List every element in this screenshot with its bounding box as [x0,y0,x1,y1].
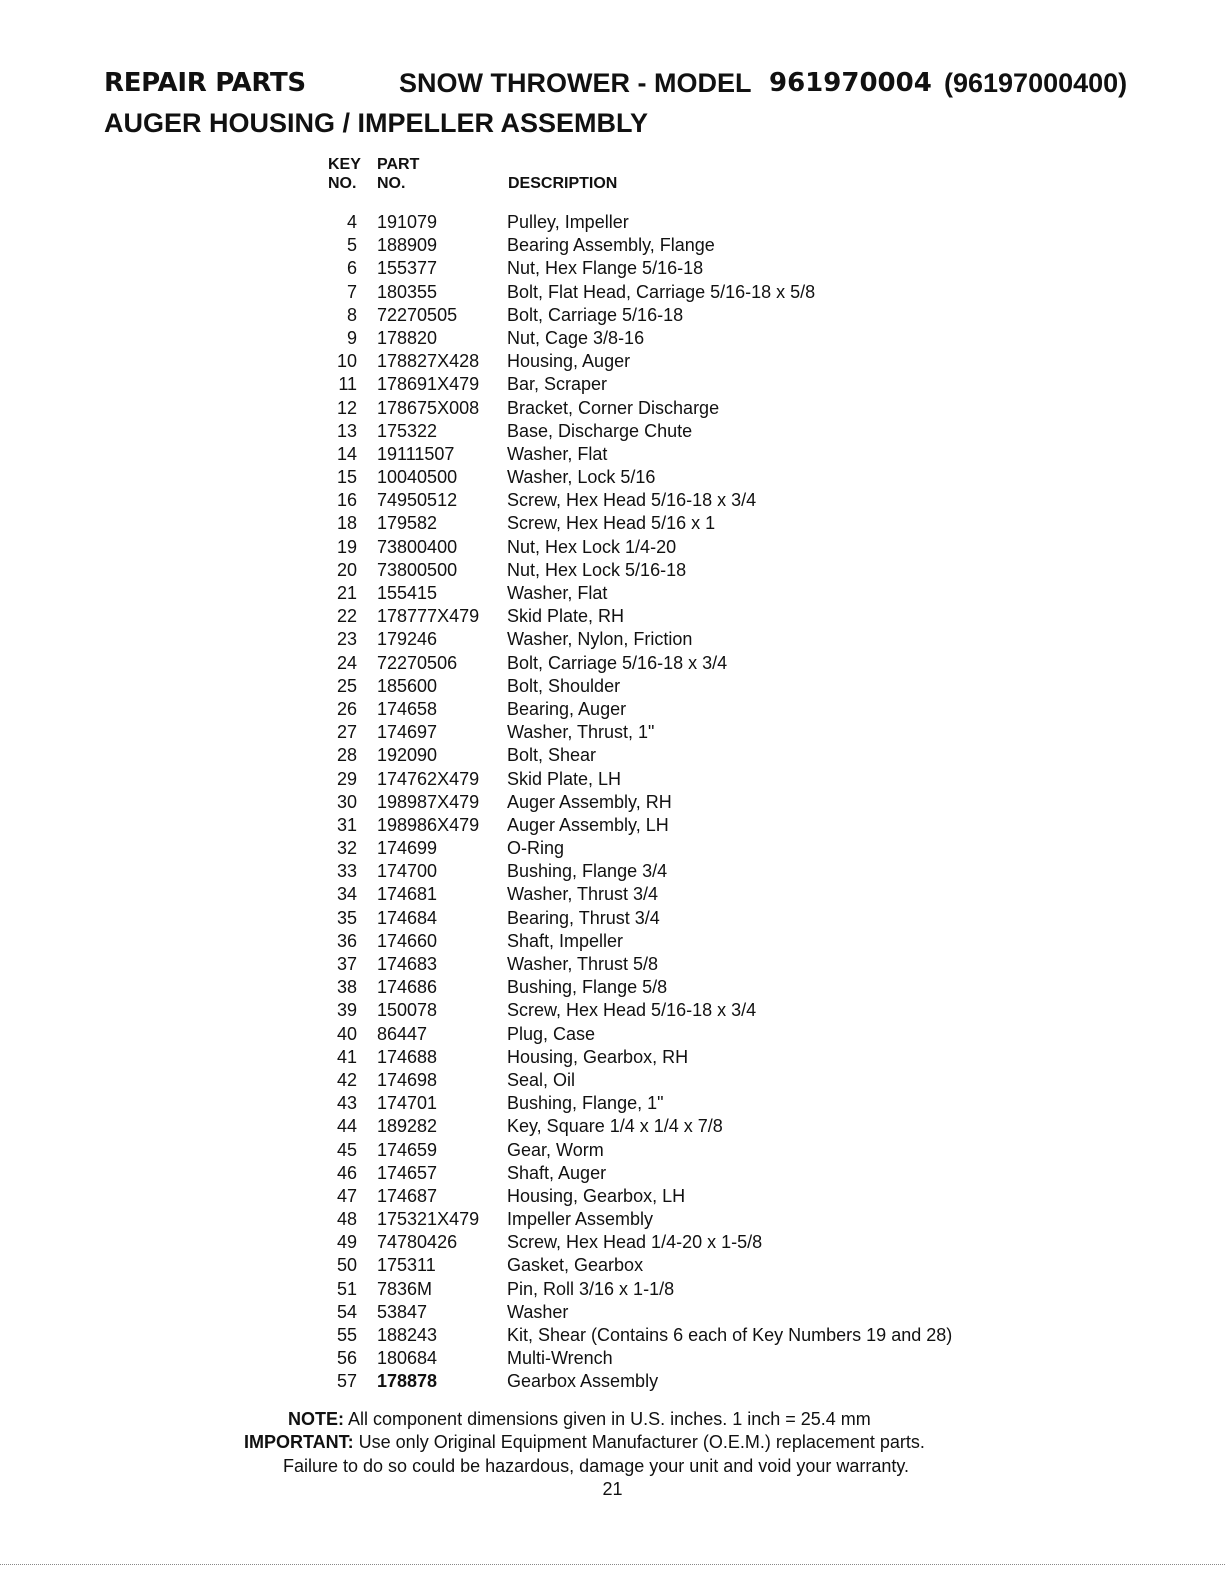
part-description: Screw, Hex Head 5/16 x 1 [507,513,716,534]
key-number: 14 [336,443,357,464]
page-bottom-divider [0,1564,1225,1565]
key-number: 30 [336,791,357,812]
key-number: 47 [336,1185,357,1206]
key-number: 42 [336,1069,357,1090]
part-number: 178777X479 [377,606,480,627]
parts-row [320,1139,1020,1162]
key-number: 43 [336,1093,357,1114]
parts-row [320,768,1020,791]
key-no-column-header [328,155,361,193]
key-number: 7 [346,281,357,302]
parts-row [320,466,1020,489]
key-number: 13 [336,420,357,441]
part-number: 86447 [377,1023,428,1044]
key-number: 44 [336,1116,357,1137]
key-number: 48 [336,1209,357,1230]
parts-row [320,976,1020,999]
note-label: NOTE: [288,1409,344,1429]
key-number: 8 [346,304,357,325]
parts-row [320,536,1020,559]
part-description: Washer [507,1301,569,1322]
section-title: AUGER HOUSING / IMPELLER ASSEMBLY [104,108,649,138]
part-description: Washer, Thrust, 1" [507,722,655,743]
part-description: Kit, Shear (Contains 6 each of Key Numbers 19 and 28) [507,1325,953,1345]
parts-row [320,999,1020,1022]
part-description: Skid Plate, RH [507,606,625,627]
key-number: 19 [336,536,357,557]
part-description: Bearing, Auger [507,698,627,719]
part-description: Bolt, Carriage 5/16-18 [507,304,684,325]
key-number: 21 [336,583,357,603]
key-number: 29 [336,768,357,789]
parts-row [320,512,1020,535]
part-number: 198986X479 [377,814,480,835]
part-description: Nut, Hex Lock 1/4-20 [507,536,677,557]
key-number: 37 [336,954,357,974]
part-description: Skid Plate, LH [507,768,622,789]
parts-row [320,1208,1020,1231]
part-description: Shaft, Auger [507,1162,607,1183]
key-number: 5 [346,235,357,256]
parts-row [320,1023,1020,1046]
key-number: 28 [336,745,357,766]
part-description: Bolt, Carriage 5/16-18 x 3/4 [507,652,728,673]
part-number: 174762X479 [377,768,480,789]
part-number: 174657 [377,1162,438,1183]
part-number: 155415 [377,583,438,603]
part-number: 174700 [377,861,438,882]
part-description: Shaft, Impeller [507,930,624,951]
parts-row [320,1069,1020,1092]
parts-row [320,791,1020,814]
parts-row [320,373,1020,396]
part-description: Screw, Hex Head 5/16-18 x 3/4 [507,490,757,511]
parts-row [320,443,1020,466]
parts-row [320,1162,1020,1185]
parts-row [320,489,1020,512]
part-description: Housing, Auger [507,351,631,372]
parts-row [320,721,1020,744]
part-description: Pulley, Impeller [507,212,629,232]
key-number: 6 [346,258,357,279]
key-number: 18 [336,513,357,534]
key-number: 49 [336,1232,357,1253]
parts-row [320,1278,1020,1301]
part-number: 178675X008 [377,397,480,418]
snow-thrower-model-label: SNOW THROWER - MODEL [399,68,752,98]
part-number: 175311 [377,1255,436,1276]
model-number-alt: (96197000400) [944,68,1128,98]
part-number: 178691X479 [377,374,480,395]
key-number: 16 [336,490,357,511]
part-number: 192090 [377,745,438,766]
key-number: 57 [336,1371,357,1392]
part-number: 174659 [377,1139,438,1160]
part-number: 180355 [377,281,438,302]
parts-row [320,628,1020,651]
parts-row [320,1046,1020,1069]
parts-row [320,1185,1020,1208]
key-number: 39 [336,1000,357,1021]
key-number: 22 [336,606,357,627]
part-description: Gasket, Gearbox [507,1255,644,1276]
parts-row [320,1324,1020,1347]
part-number: 179246 [377,629,438,650]
part-number: 185600 [377,675,438,696]
part-number: 155377 [377,258,438,279]
parts-row [320,327,1020,350]
part-number: 174683 [377,954,438,974]
part-number: 10040500 [377,467,458,488]
key-number: 4 [346,212,357,232]
key-number: 35 [336,907,357,928]
important-label: IMPORTANT: [244,1432,354,1452]
part-number: 174698 [377,1069,438,1090]
parts-row [320,397,1020,420]
part-description: Nut, Hex Lock 5/16-18 [507,559,687,580]
part-number: 174686 [377,977,438,998]
parts-row [320,1347,1020,1370]
parts-table [320,211,1020,1394]
part-number: 175322 [377,420,438,441]
part-description: Base, Discharge Chute [507,420,693,441]
warranty-warning: Failure to do so could be hazardous, damage your unit and void your warranty. [283,1456,910,1476]
key-number: 36 [336,930,357,951]
key-number: 50 [336,1255,357,1276]
part-header-line2: NO. [377,175,406,192]
key-number: 23 [336,629,357,650]
part-description: Auger Assembly, RH [507,791,672,812]
part-description: Key, Square 1/4 x 1/4 x 7/8 [507,1116,723,1137]
part-number: 188909 [377,235,438,256]
parts-row [320,953,1020,976]
key-number: 24 [336,652,357,673]
part-description: Seal, Oil [507,1069,576,1090]
parts-row [320,744,1020,767]
part-description: Housing, Gearbox, LH [507,1185,686,1206]
part-description: Gear, Worm [507,1139,604,1160]
part-number: 189282 [377,1116,438,1137]
key-number: 54 [336,1301,357,1322]
part-description: Bracket, Corner Discharge [507,397,720,418]
page-header [104,68,1134,108]
key-number: 26 [336,698,357,719]
part-description: Bolt, Shoulder [507,675,621,696]
key-number: 9 [346,327,357,348]
part-description: Washer, Flat [507,583,608,603]
parts-row [320,675,1020,698]
important-text: Use only Original Equipment Manufacturer (O.E.M.) replacement parts. [353,1432,925,1452]
part-number: 19111507 [377,443,455,464]
part-number: 74780426 [377,1232,458,1253]
parts-row [320,907,1020,930]
part-number: 175321X479 [377,1209,480,1230]
key-number: 27 [336,722,357,743]
note-text: All component dimensions given in U.S. inches. 1 inch = 25.4 mm [344,1409,871,1429]
part-number: 174687 [377,1185,438,1206]
parts-row [320,860,1020,883]
part-description: Bolt, Flat Head, Carriage 5/16-18 x 5/8 [507,281,816,302]
parts-row [320,1115,1020,1138]
part-number: 174684 [377,907,438,928]
key-number: 10 [336,351,357,372]
part-number: 174660 [377,930,438,951]
note-line [288,1408,871,1431]
parts-row [320,234,1020,257]
part-number: 174697 [377,722,438,743]
part-number: 180684 [377,1348,438,1369]
part-number: 179582 [377,513,438,534]
parts-row [320,582,1020,605]
parts-row [320,1301,1020,1324]
part-description: Screw, Hex Head 1/4-20 x 1-5/8 [507,1232,763,1253]
part-number: 72270505 [377,304,458,325]
part-description: Bushing, Flange 5/8 [507,977,668,998]
part-description: Washer, Thrust 5/8 [507,954,659,974]
key-number: 15 [336,467,357,488]
parts-row [320,350,1020,373]
part-number: 174701 [377,1093,438,1114]
parts-row [320,814,1020,837]
part-description: Bolt, Shear [507,745,597,766]
part-number: 198987X479 [377,791,480,812]
parts-row [320,652,1020,675]
key-number: 34 [336,884,357,905]
key-number: 12 [336,397,357,418]
part-description: Bearing, Thrust 3/4 [507,907,660,928]
key-number: 55 [336,1325,357,1345]
part-number: 73800500 [377,559,458,580]
parts-row [320,605,1020,628]
part-description: O-Ring [507,838,565,859]
parts-row [320,257,1020,280]
parts-row [320,883,1020,906]
parts-row [320,559,1020,582]
key-number: 40 [336,1023,357,1044]
part-number: 53847 [377,1301,428,1322]
key-number: 11 [338,374,357,395]
part-number: 150078 [377,1000,438,1021]
part-number: 73800400 [377,536,458,557]
part-description: Washer, Flat [507,443,608,464]
part-description: Auger Assembly, LH [507,814,669,835]
part-header-line1: PART [377,156,420,173]
part-description: Plug, Case [507,1023,596,1044]
key-number: 32 [336,838,357,859]
parts-row [320,1092,1020,1115]
description-column-header: DESCRIPTION [508,175,618,192]
key-number: 41 [336,1046,357,1067]
parts-row [320,281,1020,304]
part-description: Impeller Assembly [507,1209,654,1230]
part-number: 74950512 [377,490,458,511]
part-description: Pin, Roll 3/16 x 1-1/8 [507,1278,675,1299]
part-number: 72270506 [377,652,458,673]
part-description: Washer, Thrust 3/4 [507,884,659,905]
key-number: 31 [336,814,357,835]
parts-row [320,304,1020,327]
part-number: 188243 [377,1325,438,1345]
part-number: 178878 [377,1371,438,1392]
page-number: 21 [602,1479,623,1499]
parts-row [320,1370,1020,1393]
parts-row [320,1231,1020,1254]
repair-parts-title: REPAIR PARTS [104,68,306,98]
part-description: Bar, Scraper [507,374,608,395]
parts-row [320,1254,1020,1277]
part-description: Gearbox Assembly [507,1371,659,1392]
part-description: Bushing, Flange 3/4 [507,861,668,882]
part-number: 174681 [377,884,438,905]
part-description: Washer, Lock 5/16 [507,467,656,488]
part-description: Bearing Assembly, Flange [507,235,715,256]
part-description: Nut, Cage 3/8-16 [507,327,645,348]
part-description: Nut, Hex Flange 5/16-18 [507,258,704,279]
key-number: 56 [336,1348,357,1369]
part-number: 174658 [377,698,438,719]
key-number: 25 [336,675,357,696]
key-number: 33 [336,861,357,882]
part-number: 174699 [377,838,438,859]
part-description: Bushing, Flange, 1" [507,1093,664,1114]
part-number: 178827X428 [377,351,480,372]
parts-row [320,837,1020,860]
parts-row [320,211,1020,234]
important-line [244,1431,925,1454]
parts-row [320,930,1020,953]
part-description: Housing, Gearbox, RH [507,1046,689,1067]
part-number: 178820 [377,327,438,348]
part-number: 7836M [377,1278,433,1299]
key-number: 51 [336,1278,357,1299]
parts-row [320,420,1020,443]
model-number: 961970004 [769,68,932,98]
key-header-line1: KEY [328,156,361,173]
part-description: Washer, Nylon, Friction [507,629,693,650]
part-number: 174688 [377,1046,438,1067]
key-number: 20 [336,559,357,580]
key-number: 45 [336,1139,357,1160]
part-description: Screw, Hex Head 5/16-18 x 3/4 [507,1000,757,1021]
key-number: 38 [336,977,357,998]
part-no-column-header [377,155,419,193]
parts-row [320,698,1020,721]
key-number: 46 [336,1162,357,1183]
part-number: 191079 [377,212,438,232]
key-header-line2: NO. [328,175,357,192]
part-description: Multi-Wrench [507,1348,613,1369]
